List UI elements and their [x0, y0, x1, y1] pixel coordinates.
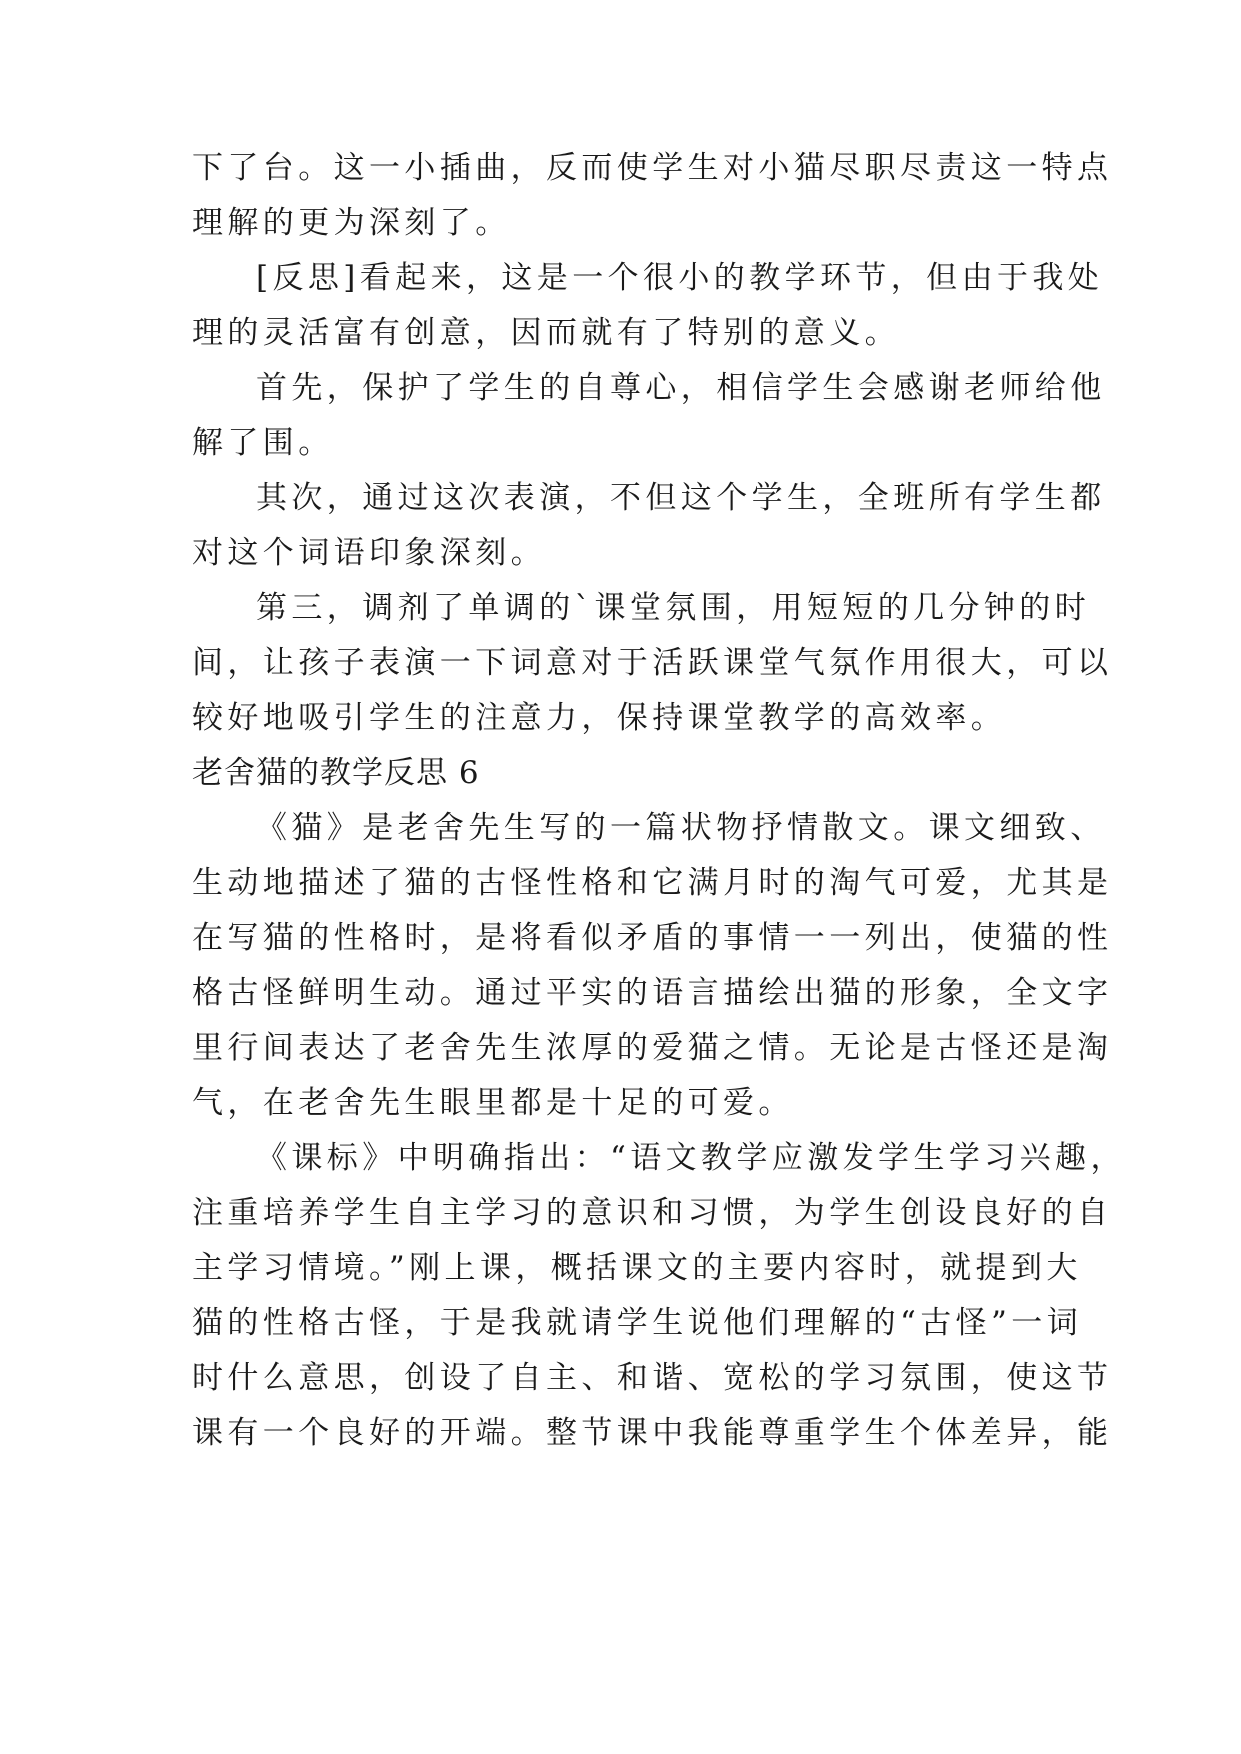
text-line: 主学习情境。”刚上课，概括课文的主要内容时，就提到大	[192, 1250, 1082, 1286]
section-heading: 老舍猫的教学反思 6	[192, 755, 480, 791]
text-line: 理的灵活富有创意，因而就有了特别的意义。	[192, 315, 900, 351]
text-line: 间，让孩子表演一下词意对于活跃课堂气氛作用很大，可以	[192, 645, 1113, 681]
text-line: 猫的性格古怪，于是我就请学生说他们理解的“古怪”一词	[192, 1305, 1083, 1341]
text-line: 格古怪鲜明生动。通过平实的语言描绘出猫的形象，全文字	[192, 975, 1113, 1011]
text-line: 时什么意思，创设了自主、和谐、宽松的学习氛围，使这节	[192, 1360, 1113, 1396]
paragraph-start-line: 《猫》是老舍先生写的一篇状物抒情散文。课文细致、	[256, 810, 1106, 846]
text-line: 里行间表达了老舍先生浓厚的爱猫之情。无论是古怪还是淘	[192, 1030, 1113, 1066]
text-line: 课有一个良好的开端。整节课中我能尊重学生个体差异，能	[192, 1415, 1113, 1451]
text-line: 下了台。这一小插曲，反而使学生对小猫尽职尽责这一特点	[192, 150, 1113, 186]
paragraph-start-line: 《课标》中明确指出：“语文教学应激发学生学习兴趣，	[256, 1140, 1126, 1176]
text-line: 理解的更为深刻了。	[192, 205, 511, 241]
text-line: 生动地描述了猫的古怪性格和它满月时的淘气可爱，尤其是	[192, 865, 1113, 901]
text-line: 气，在老舍先生眼里都是十足的可爱。	[192, 1085, 794, 1121]
text-line: 较好地吸引学生的注意力，保持课堂教学的高效率。	[192, 700, 1007, 736]
paragraph-start-line: 首先，保护了学生的自尊心，相信学生会感谢老师给他	[256, 370, 1106, 406]
text-line: 解了围。	[192, 425, 334, 461]
paragraph-start-line: 第三，调剂了单调的`课堂氛围，用短短的几分钟的时	[256, 590, 1091, 626]
paragraph-start-line: 其次，通过这次表演，不但这个学生，全班所有学生都	[256, 480, 1106, 516]
text-line: 对这个词语印象深刻。	[192, 535, 546, 571]
paragraph-start-line: [反思]看起来，这是一个很小的教学环节，但由于我处	[256, 260, 1104, 296]
text-line: 在写猫的性格时，是将看似矛盾的事情一一列出，使猫的性	[192, 920, 1113, 956]
text-line: 注重培养学生自主学习的意识和习惯，为学生创设良好的自	[192, 1195, 1113, 1231]
